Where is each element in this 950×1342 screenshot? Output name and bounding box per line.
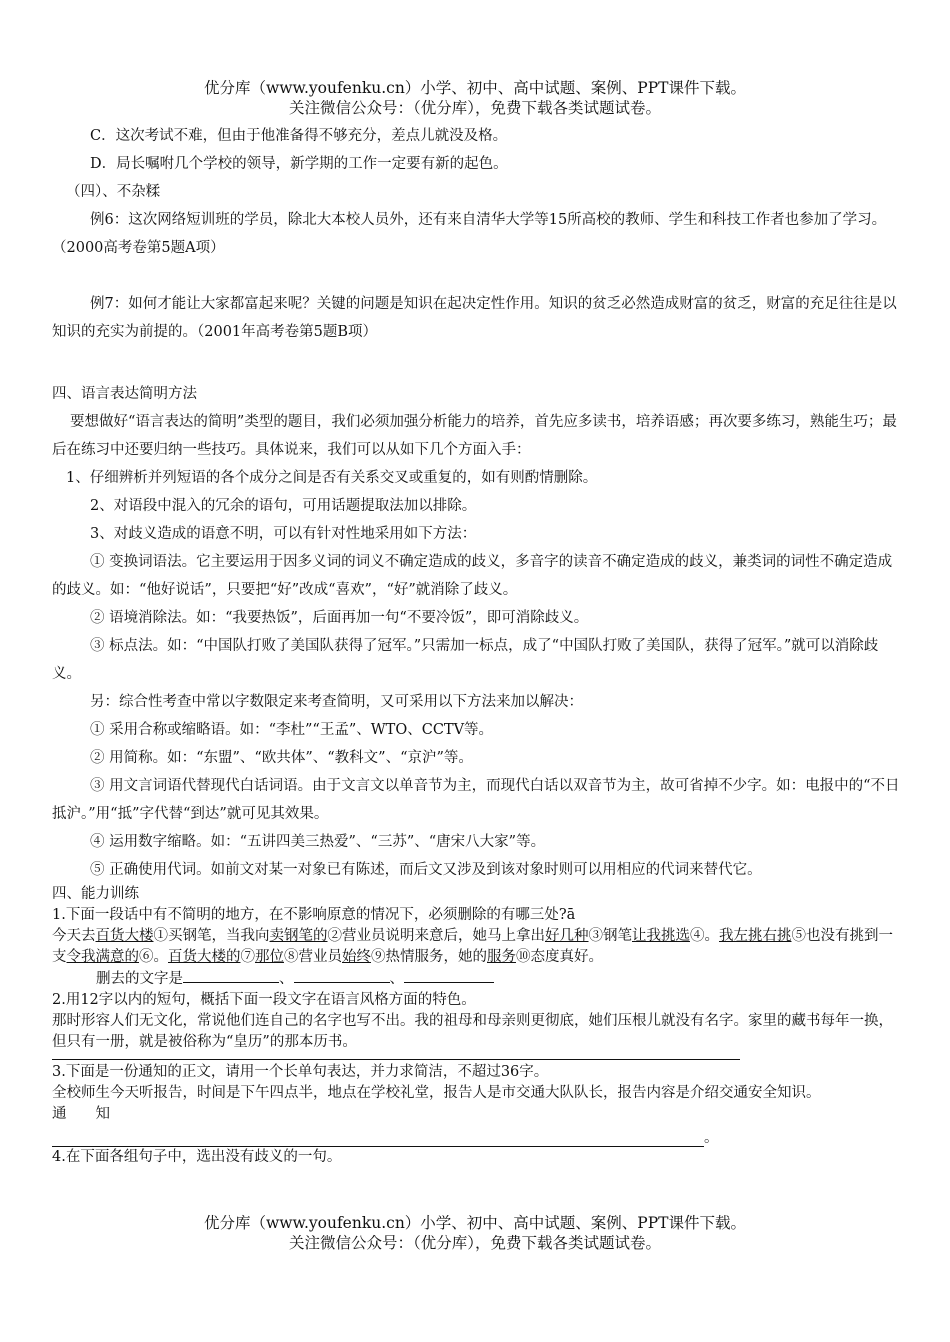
underlined-phrase: 始终	[342, 949, 371, 965]
underlined-phrase: 我左挑右挑	[719, 928, 792, 944]
underlined-phrase: 百货大楼	[95, 928, 154, 944]
footer-line-2: 关注微信公众号：（优分库），免费下载各类试题试卷。	[288, 1234, 661, 1252]
methods-intro: 要想做好“语言表达的简明”类型的题目，我们必须加强分析能力的培养，首先应多读书，培养语感；再次要多练习，熟能生巧；最后在练习中还要归纳一些技巧。具体说来，我们可以从如下几个方面入手：	[52, 414, 897, 458]
underlined-phrase: 好几种	[545, 928, 589, 944]
question-3-passage: 全校师生今天听报告，时间是下午四点半，地点在学校礼堂，报告人是市交通大队队长，报告内容是介绍交通安全知识。	[52, 1085, 821, 1101]
answer-blank[interactable]	[183, 968, 279, 983]
method-3-context: ② 语境消除法。如：“我要热饭”，后面再加一句“不要冷饭”，即可消除歧义。	[90, 610, 589, 626]
underlined-phrase: 让我挑选	[632, 928, 690, 944]
notice-answer-row: 。	[52, 1125, 900, 1147]
other-method-2: ② 用简称。如：“东盟”、“欧共体”、“教科文”、“京沪”等。	[90, 750, 473, 766]
page-header	[0, 78, 950, 118]
underlined-phrase: 百货大楼的	[168, 949, 241, 965]
question-2-passage: 那时形容人们无文化，常说他们连自己的名字也写不出。我的祖母和母亲则更彻底，她们压根儿就没有名字。家里的藏书每年一换，但只有一册，就是被俗称为“皇历”的那本历书。	[52, 1013, 893, 1050]
underlined-phrase: 令我满意的	[66, 949, 139, 965]
question-3: 3.下面是一份通知的正文，请用一个长单句表达，并力求简洁，不超过36字。	[52, 1064, 549, 1080]
option-d: D．局长嘱咐几个学校的领导，新学期的工作一定要有新的起色。	[90, 156, 508, 172]
footer-line-1: 优分库（www.youfenku.cn）小学、初中、高中试题、案例、PPT课件下载。	[203, 1214, 747, 1232]
example-6: 例6：这次网络短训班的学员，除北大本校人员外，还有来自清华大学等15所高校的教师、学生和科技工作者也参加了学习。（2000高考卷第5题A项）	[52, 212, 887, 256]
underlined-phrase: 服务	[487, 949, 516, 965]
question-1-answer-row: 删去的文字是 、 、	[52, 968, 900, 990]
underlined-phrase: 那位	[255, 949, 284, 965]
underlined-phrase: 卖钢笔的	[269, 928, 328, 944]
question-4: 4.在下面各组句子中，选出没有歧义的一句。	[52, 1149, 342, 1165]
training-heading: 四、能力训练	[52, 886, 139, 902]
header-line-2: 关注微信公众号：（优分库），免费下载各类试题试卷。	[288, 99, 661, 117]
answer-line[interactable]	[52, 1057, 740, 1060]
answer-blank[interactable]	[294, 968, 390, 983]
page-footer	[0, 1213, 950, 1253]
answer-blank[interactable]	[404, 968, 494, 983]
method-3: 3、对歧义造成的语意不明，可以有针对性地采用如下方法：	[90, 526, 477, 542]
question-2: 2.用12字以内的短句，概括下面一段文字在语言风格方面的特色。	[52, 992, 476, 1008]
method-3-word-change: ① 变换词语法。它主要运用于因多义词的词义不确定造成的歧义，多音字的读音不确定造成的歧义，兼类词的词性不确定造成的歧义。如：“他好说话”，只要把“好”改成“喜欢”，“好”就消除了歧义。	[52, 554, 893, 598]
question-1: 1.下面一段话中有不简明的地方，在不影响原意的情况下，必须删除的有哪三处?ā	[52, 907, 576, 923]
header-line-1: 优分库（www.youfenku.cn）小学、初中、高中试题、案例、PPT课件下载。	[203, 79, 747, 97]
other-method-5: ⑤ 正确使用代词。如前文对某一对象已有陈述，而后文又涉及到该对象时则可以用相应的代词来替代它。	[90, 862, 762, 878]
notice-title: 通 知	[52, 1106, 110, 1122]
other-method-1: ① 采用合称或缩略语。如：“李杜”“王孟”、WTO、CCTV等。	[90, 722, 494, 738]
question-1-passage: 今天去百货大楼①买钢笔，当我向卖钢笔的②营业员说明来意后，她马上拿出好几种③钢笔让我挑选④。我左挑右挑⑤也没有挑到一支令我满意的⑥。百货大楼的⑦那位⑧营业员始终⑨热情服务，她的服务⑩态度真好。	[52, 928, 893, 965]
other-methods-intro: 另：综合性考查中常以字数限定来考查简明，又可采用以下方法来加以解决：	[90, 694, 583, 710]
method-1: 1、仔细辨析并列短语的各个成分之间是否有关系交叉或重复的，如有则酌情删除。	[66, 470, 598, 486]
method-3-punctuation: ③ 标点法。如：“中国队打败了美国队获得了冠军。”只需加一标点，成了“中国队打败了美国队，获得了冠军。”就可以消除歧义。	[52, 638, 879, 682]
other-method-3: ③ 用文言词语代替现代白话词语。由于文言文以单音节为主，而现代白话以双音节为主，故可省掉不少字。如：电报中的“不日抵沪。”用“抵”字代替“到达”就可见其效果。	[52, 778, 900, 822]
example-7: 例7：如何才能让大家都富起来呢？关键的问题是知识在起决定性作用。知识的贫乏必然造成财富的贫乏，财富的充足往往是以知识的充实为前提的。（2001年高考卷第5题B项）	[52, 296, 897, 340]
option-c: C．这次考试不难，但由于他准备得不够充分，差点儿就没及格。	[90, 128, 508, 144]
document-body	[52, 122, 900, 1168]
methods-heading: 四、语言表达简明方法	[52, 386, 197, 402]
section-heading-no-mixing: （四）、不杂糅	[66, 184, 161, 200]
method-2: 2、对语段中混入的冗余的语句，可用话题提取法加以排除。	[90, 498, 477, 514]
other-method-4: ④ 运用数字缩略。如：“五讲四美三热爱”、“三苏”、“唐宋八大家”等。	[90, 834, 546, 850]
